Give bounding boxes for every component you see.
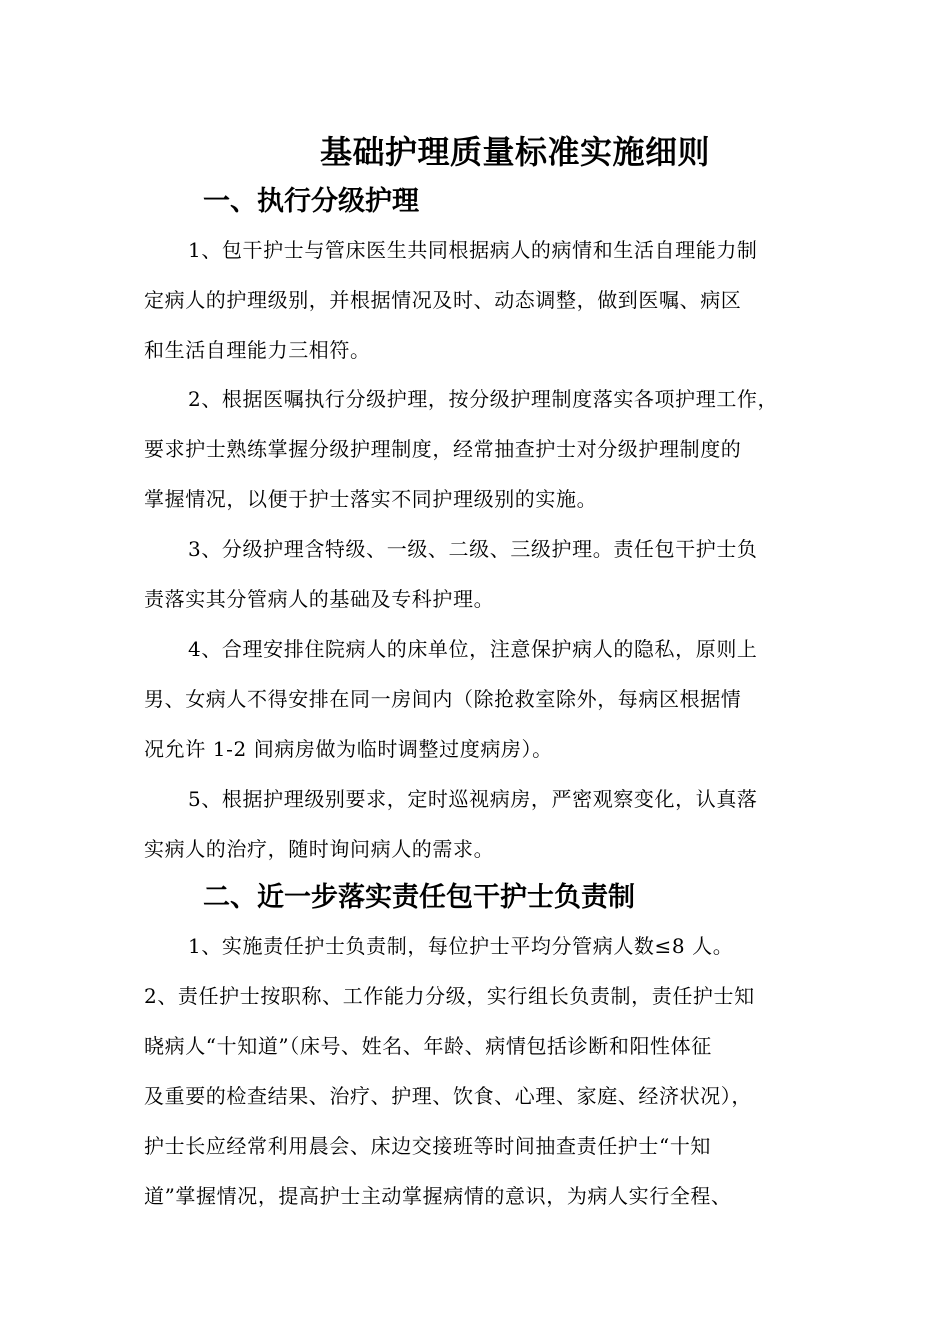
- paragraph-line: 5、根据护理级别要求，定时巡视病房，严密观察变化，认真落: [188, 787, 758, 811]
- paragraph-line: 2、责任护士按职称、工作能力分级，实行组长负责制，责任护士知: [144, 984, 755, 1008]
- paragraph-line: 和生活自理能力三相符。: [144, 338, 371, 362]
- paragraph-line: 2、根据医嘱执行分级护理，按分级护理制度落实各项护理工作，: [188, 387, 779, 411]
- paragraph-line: 晓病人“十知道”（床号、姓名、年龄、病情包括诊断和阳性体征: [144, 1034, 712, 1058]
- paragraph-line: 1、包干护士与管床医生共同根据病人的病情和生活自理能力制: [188, 238, 758, 262]
- paragraph-line: 男、女病人不得安排在同一房间内（除抢救室除外，每病区根据情: [144, 687, 742, 711]
- section-heading-2: 二、近一步落实责任包干护士负责制: [203, 882, 635, 913]
- section-heading-1: 一、执行分级护理: [203, 186, 419, 217]
- paragraph-line: 及重要的检查结果、治疗、护理、饮食、心理、家庭、经济状况），: [144, 1084, 752, 1108]
- document-title: 基础护理质量标准实施细则: [319, 133, 710, 171]
- paragraph-line: 要求护士熟练掌握分级护理制度，经常抽查护士对分级护理制度的: [144, 437, 742, 461]
- paragraph-line: 1、实施责任护士负责制，每位护士平均分管病人数≤8 人。: [188, 934, 734, 958]
- paragraph-line: 道”掌握情况，提高护士主动掌握病情的意识，为病人实行全程、: [144, 1184, 732, 1208]
- paragraph-line: 定病人的护理级别，并根据情况及时、动态调整，做到医嘱、病区: [144, 288, 742, 312]
- paragraph-line: 实病人的治疗，随时询问病人的需求。: [144, 837, 495, 861]
- paragraph-line: 况允许 1-2 间病房做为临时调整过度病房）。: [144, 737, 553, 761]
- paragraph-line: 4、合理安排住院病人的床单位，注意保护病人的隐私，原则上: [188, 637, 758, 661]
- paragraph-line: 护士长应经常利用晨会、床边交接班等时间抽查责任护士“十知: [144, 1134, 712, 1158]
- paragraph-line: 3、分级护理含特级、一级、二级、三级护理。责任包干护士负: [188, 537, 758, 561]
- paragraph-line: 责落实其分管病人的基础及专科护理。: [144, 587, 495, 611]
- paragraph-line: 掌握情况，以便于护士落实不同护理级别的实施。: [144, 487, 598, 511]
